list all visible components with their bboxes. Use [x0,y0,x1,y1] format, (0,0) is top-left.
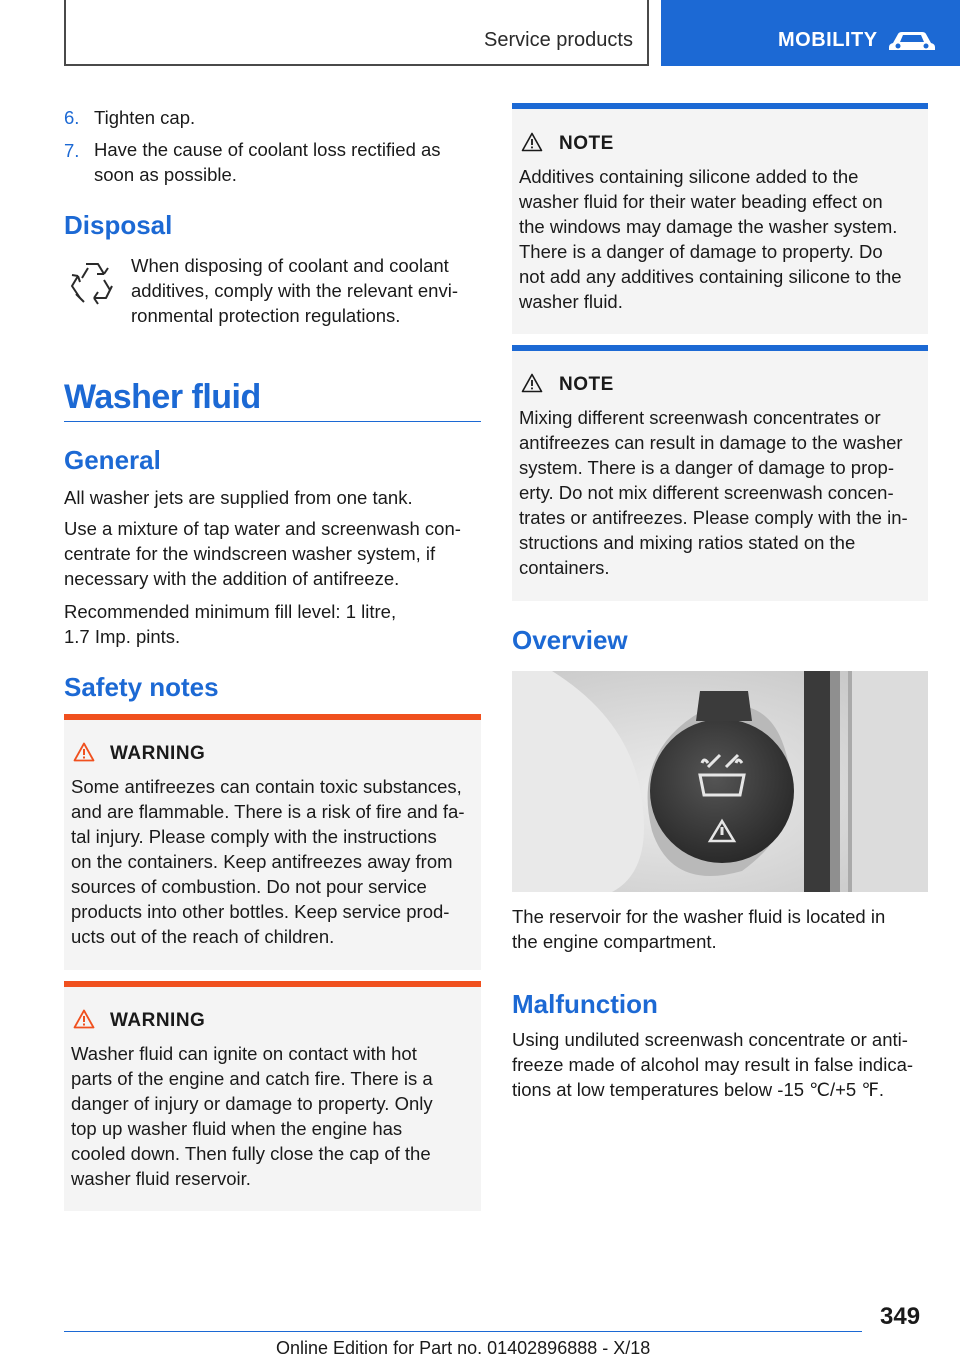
step-number-6: 6. [64,107,80,128]
overview-caption: The reservoir for the washer fluid is located in the engine compartment. [512,906,886,952]
header-tab-mobility[interactable] [661,0,960,66]
recycle-icon [66,258,118,310]
note-title: NOTE [559,374,614,395]
note-body: Additives containing silicone added to the washer fluid for their water beading effect on the windows may damage the washer system. There is a danger of damage to property. Do not add any additives containing silicone to the washer fluid. [519,166,902,312]
note-box-2 [512,345,928,601]
overview-heading: Overview [512,625,628,655]
washer-reservoir-photo [512,671,928,892]
general-heading: General [64,445,161,475]
warning-title: WARNING [110,1010,206,1031]
general-p1: All washer jets are supplied from one tank. [64,487,413,508]
warning-bar [64,981,481,987]
general-p2: Use a mixture of tap water and screenwash con- centrate for the windscreen washer system, if necessary with the addition of antifreeze. [64,518,461,589]
edition-note: Online Edition for Part no. 01402896888 - X/18 [276,1338,651,1358]
warning-box-2 [64,981,481,1211]
warning-triangle-icon [73,742,95,762]
warning-box-1 [64,714,481,970]
general-p3: Recommended minimum fill level: 1 litre, 1.7 Imp. pints. [64,601,397,647]
note-triangle-icon [521,132,543,152]
note-bar [512,345,928,351]
washer-reservoir-illustration [512,671,928,892]
footer-rule [64,1331,862,1332]
step-text-6: Tighten cap. [94,107,196,128]
washer-fluid-title: Washer fluid [64,378,261,416]
safety-notes-heading: Safety notes [64,672,219,702]
step-text-7: Have the cause of coolant loss rectified as soon as possible. [94,139,441,185]
warning-body: Some antifreezes can contain toxic substances, and are flammable. There is a risk of fire and fa- tal injury. Please comply with the instructions on the containers. Keep antifreezes away from sources of combustion. Do not pour service products into other bottles. Keep service prod- ucts out of the reach of children. [71,776,465,947]
header-section-title: Service products [484,29,633,51]
title-rule [64,421,481,422]
warning-body: Washer fluid can ignite on contact with hot parts of the engine and catch fire. There is a danger of injury or damage to property. Only top up washer fluid when the engine has cooled down. Then fully close the cap of the washer fluid reservoir. [71,1043,433,1189]
note-body: Mixing different screenwash concentrates or antifreezes can result in damage to the washer system. There is a danger of damage to prop- erty. Do not mix different screenwash concen- trates or antifreezes. Please comply with the in- structions and mixing ratios stated on the containers. [519,407,908,578]
malfunction-heading: Malfunction [512,989,658,1019]
warning-bar [64,714,481,720]
note-title: NOTE [559,133,614,154]
note-triangle-icon [521,373,543,393]
page-number: 349 [880,1303,921,1330]
header-section [64,0,649,66]
disposal-heading: Disposal [64,210,173,240]
car-icon [887,30,937,52]
disposal-text: When disposing of coolant and coolant additives, comply with the relevant envi- ronmental protection regulations. [131,255,458,326]
warning-title: WARNING [110,743,206,764]
warning-triangle-icon [73,1009,95,1029]
step-number-7: 7. [64,140,80,161]
note-box-1 [512,103,928,334]
note-bar [512,103,928,109]
header-tab-label: MOBILITY [778,29,878,51]
malfunction-text: Using undiluted screenwash concentrate or anti- freeze made of alcohol may result in false indica- tions at low temperatures below -15 ℃/+5 ℉. [512,1029,914,1100]
